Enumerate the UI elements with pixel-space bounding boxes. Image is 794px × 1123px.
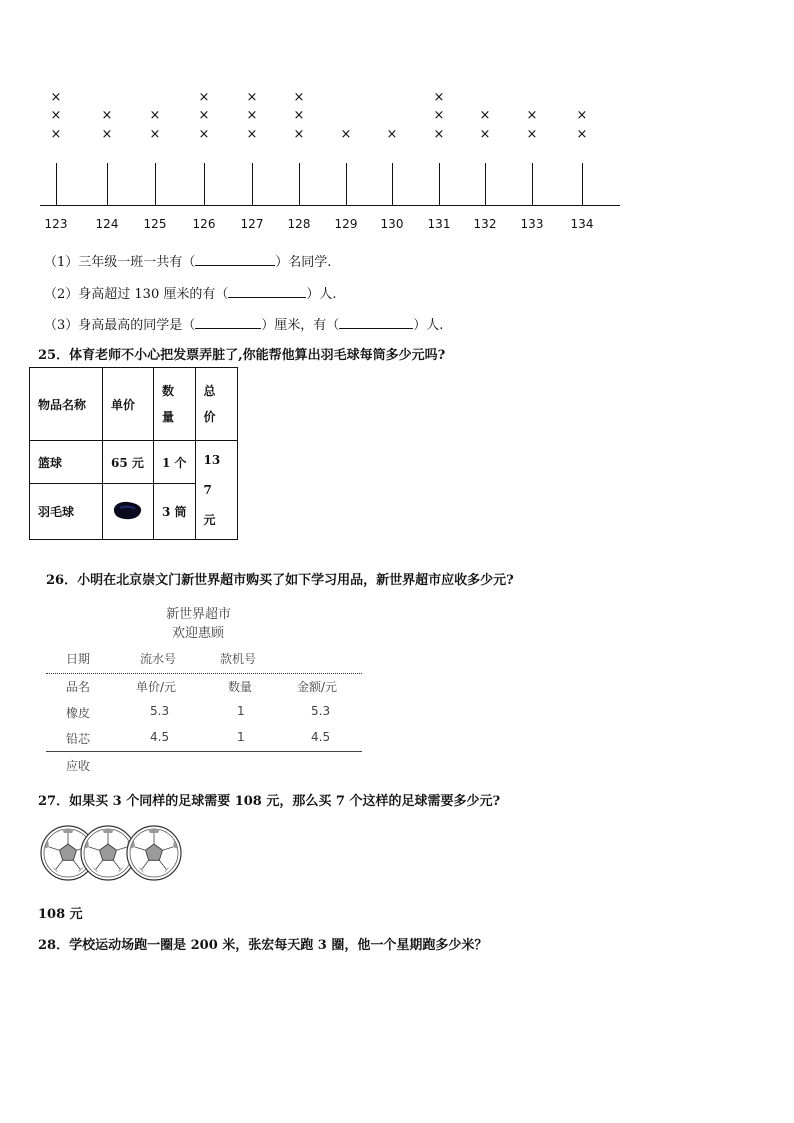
- x-mark: ×: [101, 127, 113, 142]
- tick-label: 128: [287, 217, 311, 231]
- x-mark: ×: [50, 90, 62, 105]
- q27-text: 27．如果买 3 个同样的足球需要 108 元，那么买 7 个这样的足球需要多少元?: [38, 794, 501, 809]
- x-mark: ×: [246, 108, 258, 123]
- q24-sub2-pre: （2）身高超过 130 厘米的有（: [44, 287, 229, 302]
- answer-blank[interactable]: [339, 316, 413, 329]
- tick-label: 126: [192, 217, 216, 231]
- tick-label: 127: [240, 217, 264, 231]
- x-mark: ×: [526, 108, 538, 123]
- receipt-row-amount: 5.3: [311, 704, 331, 718]
- tick-line: [107, 163, 108, 205]
- tick-label: 133: [520, 217, 544, 231]
- q25-text: 25．体育老师不小心把发票弄脏了,你能帮他算出羽毛球每筒多少元吗?: [38, 348, 446, 363]
- line-plot: [0, 0, 794, 240]
- tick-label: 129: [334, 217, 358, 231]
- x-mark: ×: [479, 108, 491, 123]
- header-quantity-text: 数量: [162, 384, 175, 424]
- tick-line: [252, 163, 253, 205]
- x-mark: ×: [50, 127, 62, 142]
- tick-label: 134: [570, 217, 594, 231]
- q24-sub3-post: ）人.: [413, 318, 444, 333]
- q24-sub1-post: ）名同学.: [275, 255, 332, 270]
- receipt-store: 新世界超市: [166, 607, 232, 622]
- receipt-row: 橡皮: [66, 706, 91, 720]
- x-mark: ×: [526, 127, 538, 142]
- total-text: 137 元: [203, 453, 221, 527]
- q24-sub3: [44, 314, 443, 333]
- plot-axis: [40, 205, 620, 206]
- q24-sub1: [44, 251, 331, 270]
- cell-basketball: 篮球: [30, 441, 103, 484]
- tick-line: [439, 163, 440, 205]
- tick-label: 131: [427, 217, 451, 231]
- tick-line: [582, 163, 583, 205]
- receipt-row-qty: 1: [237, 730, 245, 744]
- ink-stain-icon: [111, 499, 143, 521]
- tick-label: 124: [95, 217, 119, 231]
- q28-text: 28．学校运动场跑一圈是 200 米，张宏每天跑 3 圈，他一个星期跑多少米？: [38, 938, 488, 953]
- q27-price: 108 元: [38, 907, 83, 922]
- tick-line: [299, 163, 300, 205]
- receipt-col-amount: 金额/元: [297, 680, 338, 694]
- receipt-row: 铅芯: [66, 732, 91, 746]
- tick-line: [485, 163, 486, 205]
- receipt-row-qty: 1: [237, 704, 245, 718]
- q26-text: 26．小明在北京崇文门新世界超市购买了如下学习用品，新世界超市应收多少元?: [46, 573, 514, 588]
- cell-badminton-qty: 3 筒: [154, 484, 196, 540]
- q24-sub3-mid: ）厘米，有（: [261, 318, 340, 333]
- header-quantity: [154, 368, 196, 441]
- x-mark: ×: [433, 90, 445, 105]
- answer-blank[interactable]: [195, 253, 275, 266]
- cell-basketball-price: 65 元: [103, 441, 154, 484]
- x-mark: ×: [198, 90, 210, 105]
- x-mark: ×: [293, 127, 305, 142]
- x-mark: ×: [246, 90, 258, 105]
- x-mark: ×: [198, 127, 210, 142]
- tick-label: 130: [380, 217, 404, 231]
- cell-total: [195, 441, 237, 540]
- receipt-col-qty: 数量: [228, 680, 253, 694]
- tick-label: 123: [44, 217, 68, 231]
- receipt-date: 日期: [66, 652, 91, 666]
- x-mark: ×: [433, 127, 445, 142]
- x-mark: ×: [340, 127, 352, 142]
- receipt-solid-rule: [46, 751, 362, 752]
- answer-blank[interactable]: [228, 285, 306, 298]
- x-mark: ×: [433, 108, 445, 123]
- tick-label: 125: [143, 217, 167, 231]
- tick-line: [56, 163, 57, 205]
- cell-badminton-price: [103, 484, 154, 540]
- x-mark: ×: [293, 108, 305, 123]
- q24-sub1-pre: （1）三年级一班一共有（: [44, 255, 196, 270]
- receipt-welcome: 欢迎惠顾: [172, 626, 225, 641]
- cell-badminton: 羽毛球: [30, 484, 103, 540]
- x-mark: ×: [246, 127, 258, 142]
- header-total: [195, 368, 237, 441]
- soccer-balls-image: [38, 822, 188, 884]
- receipt-register: 款机号: [220, 652, 257, 666]
- receipt-col-name: 品名: [66, 680, 91, 694]
- receipt-col-price: 单价/元: [136, 680, 177, 694]
- receipt-dotted-rule: [46, 673, 362, 674]
- x-mark: ×: [149, 127, 161, 142]
- receipt-row-amount: 4.5: [311, 730, 331, 744]
- x-mark: ×: [101, 108, 113, 123]
- x-mark: ×: [149, 108, 161, 123]
- tick-line: [392, 163, 393, 205]
- receipt-serial: 流水号: [140, 652, 177, 666]
- receipt: [40, 600, 370, 780]
- header-unit-price: 单价: [103, 368, 154, 441]
- x-mark: ×: [576, 108, 588, 123]
- header-total-text: 总价: [203, 384, 216, 424]
- cell-basketball-qty: 1 个: [154, 441, 196, 484]
- tick-line: [204, 163, 205, 205]
- tick-line: [346, 163, 347, 205]
- tick-label: 132: [473, 217, 497, 231]
- q24-sub2: [44, 283, 337, 302]
- tick-line: [155, 163, 156, 205]
- x-mark: ×: [293, 90, 305, 105]
- receipt-due: 应收: [66, 759, 91, 773]
- receipt-row-price: 4.5: [150, 730, 170, 744]
- x-mark: ×: [576, 127, 588, 142]
- invoice-table: [29, 367, 238, 540]
- tick-line: [532, 163, 533, 205]
- answer-blank[interactable]: [195, 316, 261, 329]
- receipt-row-price: 5.3: [150, 704, 170, 718]
- q24-sub2-post: ）人.: [306, 287, 337, 302]
- x-mark: ×: [198, 108, 210, 123]
- q24-sub3-pre: （3）身高最高的同学是（: [44, 318, 196, 333]
- header-item-name: 物品名称: [30, 368, 103, 441]
- x-mark: ×: [479, 127, 491, 142]
- x-mark: ×: [50, 108, 62, 123]
- x-mark: ×: [386, 127, 398, 142]
